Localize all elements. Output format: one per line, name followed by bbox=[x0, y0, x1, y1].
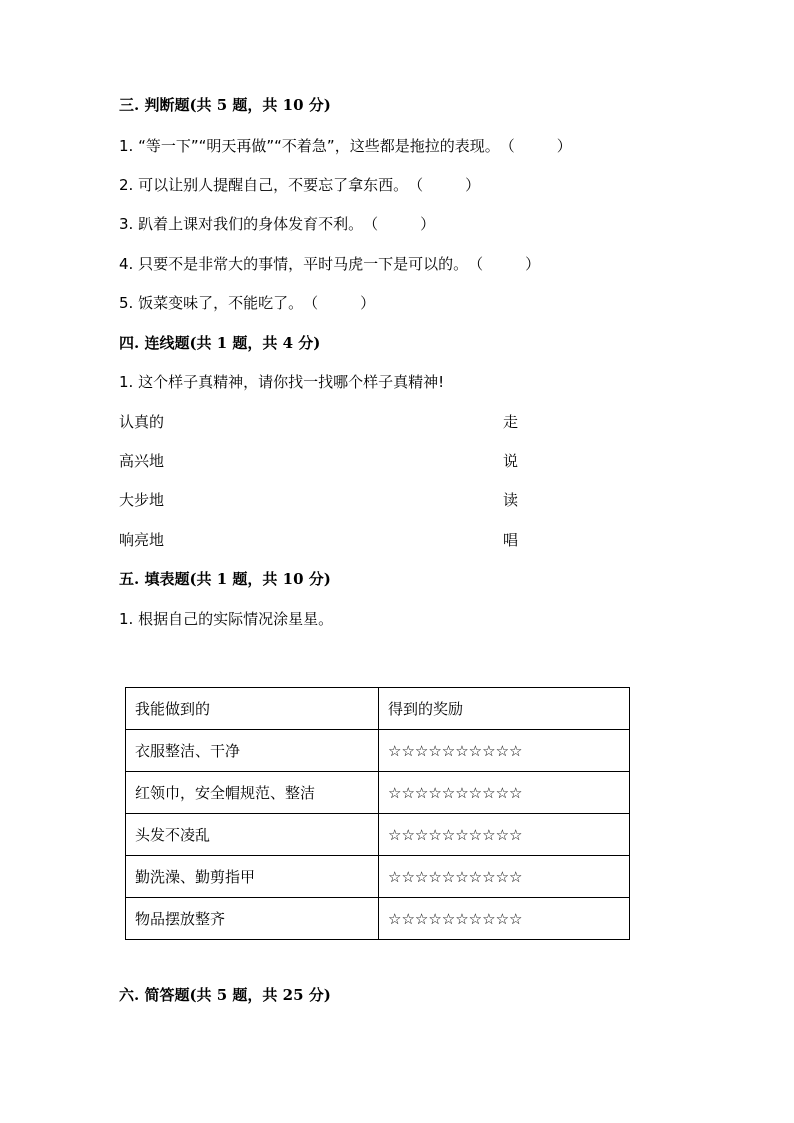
answer-blank[interactable]: （ ） bbox=[408, 176, 481, 194]
section-4-heading: 四. 连线题(共 1 题，共 4 分) bbox=[119, 334, 321, 352]
answer-blank[interactable]: （ ） bbox=[363, 215, 436, 233]
table-row bbox=[126, 898, 630, 940]
behavior-cell: 衣服整洁、干净 bbox=[126, 730, 379, 772]
answer-blank[interactable]: （ ） bbox=[303, 294, 376, 312]
match-right-item[interactable]: 走 bbox=[503, 413, 519, 431]
judge-question-4 bbox=[119, 254, 540, 274]
match-left-item[interactable]: 认真的 bbox=[119, 413, 165, 431]
match-left-item[interactable]: 大步地 bbox=[119, 491, 165, 509]
question-text: 5. 饭菜变味了，不能吃了。 bbox=[119, 294, 304, 312]
judge-question-5 bbox=[119, 293, 375, 313]
match-right-item[interactable]: 唱 bbox=[503, 531, 519, 549]
table-header-row bbox=[126, 688, 630, 730]
judge-question-3 bbox=[119, 214, 435, 234]
question-text: 4. 只要不是非常大的事情，平时马虎一下是可以的。 bbox=[119, 255, 469, 273]
star-rating-cell[interactable]: ☆☆☆☆☆☆☆☆☆☆ bbox=[379, 898, 630, 940]
match-left-item[interactable]: 响亮地 bbox=[119, 531, 165, 549]
match-left-item[interactable]: 高兴地 bbox=[119, 452, 165, 470]
reward-table bbox=[125, 687, 630, 940]
behavior-cell: 红领巾，安全帽规范、整洁 bbox=[126, 772, 379, 814]
section-6-heading: 六. 简答题(共 5 题，共 25 分) bbox=[119, 986, 331, 1004]
question-text: 2. 可以让别人提醒自己，不要忘了拿东西。 bbox=[119, 176, 409, 194]
behavior-cell: 头发不凌乱 bbox=[126, 814, 379, 856]
match-right-item[interactable]: 读 bbox=[503, 491, 519, 509]
fill-table-question: 1. 根据自己的实际情况涂星星。 bbox=[119, 610, 334, 628]
match-right-item[interactable]: 说 bbox=[503, 452, 519, 470]
star-rating-cell[interactable]: ☆☆☆☆☆☆☆☆☆☆ bbox=[379, 856, 630, 898]
answer-blank[interactable]: （ ） bbox=[499, 137, 572, 155]
table-header: 得到的奖励 bbox=[379, 688, 630, 730]
table-header: 我能做到的 bbox=[126, 688, 379, 730]
question-text: 1. “等一下”“明天再做”“不着急”，这些都是拖拉的表现。 bbox=[119, 137, 500, 155]
section-5-heading: 五. 填表题(共 1 题，共 10 分) bbox=[119, 570, 331, 588]
star-rating-cell[interactable]: ☆☆☆☆☆☆☆☆☆☆ bbox=[379, 730, 630, 772]
judge-question-2 bbox=[119, 175, 480, 195]
table-row bbox=[126, 814, 630, 856]
table-row bbox=[126, 730, 630, 772]
behavior-cell: 物品摆放整齐 bbox=[126, 898, 379, 940]
section-3-heading: 三. 判断题(共 5 题，共 10 分) bbox=[119, 96, 331, 114]
star-rating-cell[interactable]: ☆☆☆☆☆☆☆☆☆☆ bbox=[379, 772, 630, 814]
star-rating-cell[interactable]: ☆☆☆☆☆☆☆☆☆☆ bbox=[379, 814, 630, 856]
judge-question-1 bbox=[119, 136, 572, 156]
answer-blank[interactable]: （ ） bbox=[468, 255, 541, 273]
match-question: 1. 这个样子真精神，请你找一找哪个样子真精神! bbox=[119, 373, 445, 391]
question-text: 3. 趴着上课对我们的身体发育不利。 bbox=[119, 215, 364, 233]
table-row bbox=[126, 856, 630, 898]
table-row bbox=[126, 772, 630, 814]
behavior-cell: 勤洗澡、勤剪指甲 bbox=[126, 856, 379, 898]
